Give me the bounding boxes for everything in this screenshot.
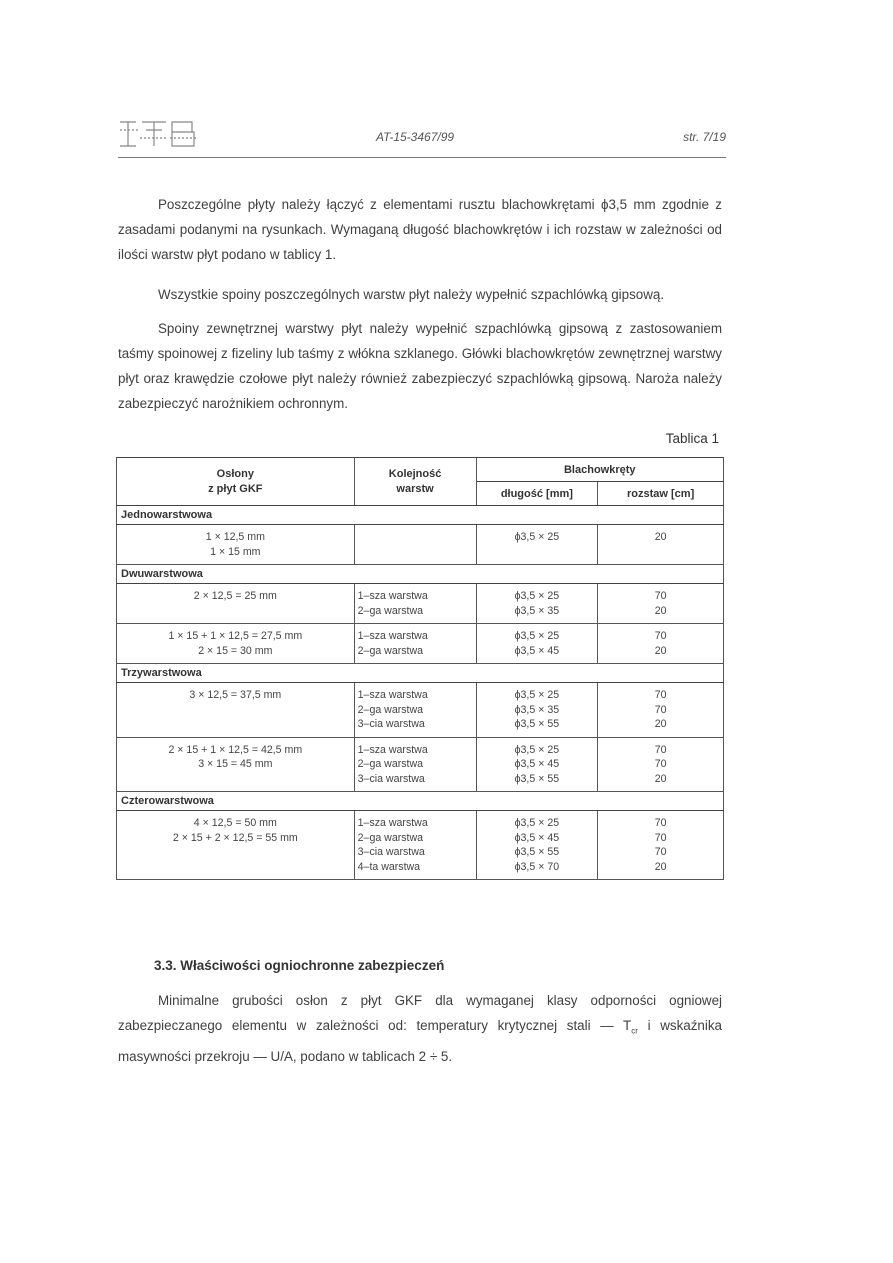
- cell-dlugosc: [476, 811, 598, 880]
- group-name: Trzywarstwowa: [117, 664, 724, 683]
- table-caption: Tablica 1: [665, 431, 719, 446]
- page-header: [118, 116, 726, 160]
- cell-line: ϕ3,5 × 25: [514, 630, 560, 642]
- group-name: Dwuwarstwowa: [117, 565, 724, 584]
- cell-line: ϕ3,5 × 45: [514, 758, 560, 770]
- cell-rozstaw: [598, 525, 724, 565]
- table-row: [117, 683, 724, 738]
- cell-line: ϕ3,5 × 45: [514, 831, 560, 844]
- cell-dlugosc: [476, 737, 598, 792]
- document-code: AT-15-3467/99: [376, 130, 455, 144]
- cell-oslony: [117, 525, 355, 565]
- paragraph-outer-joints: Spoiny zewnętrznej warstwy płyt należy wypełnić szpachlówką gipsową z zastosowaniem taśmy spoinowej z fizeliny lub taśmy z włókna szklanego. Główki blachowkrętów zewnętrznej warstwy płyt oraz krawędzie czołowe płyt należy również zabezpieczyć szpachlówką gipsową. Naroża należy zabezpieczyć narożnikiem ochronnym.: [118, 321, 722, 411]
- cell-rozstaw: [598, 811, 724, 880]
- cell-line: 70: [654, 743, 667, 756]
- cell-line: 2–ga warstwa: [357, 604, 424, 617]
- cell-line: 70: [654, 758, 667, 770]
- cell-line: 20: [654, 604, 667, 617]
- cell-line: 1 × 15 + 1 × 12,5 = 27,5 mm: [168, 630, 303, 642]
- cell-line: 4–ta warstwa: [357, 860, 421, 873]
- header-oslony: Osłony z płyt GKF: [117, 458, 355, 506]
- cell-line: 2–ga warstwa: [357, 703, 424, 716]
- cell-dlugosc: [476, 683, 598, 738]
- subscript-cr: cr: [631, 1026, 638, 1036]
- cell-kolejnosc: [354, 737, 476, 792]
- cell-line: 2 × 15 + 2 × 12,5 = 55 mm: [172, 831, 298, 844]
- cell-dlugosc: [476, 624, 598, 664]
- cell-line: ϕ3,5 × 70: [514, 860, 560, 873]
- cell-line: ϕ3,5 × 55: [514, 772, 560, 785]
- cell-line: ϕ3,5 × 25: [514, 689, 560, 701]
- cell-rozstaw: [598, 624, 724, 664]
- table-body: [117, 506, 724, 880]
- cell-kolejnosc: [354, 584, 476, 624]
- cell-oslony: [117, 811, 355, 880]
- table-row: [117, 811, 724, 880]
- cell-line: 20: [654, 718, 667, 730]
- cell-line: 70: [654, 846, 667, 858]
- cell-line: 3–cia warstwa: [357, 772, 425, 785]
- cell-line: ϕ3,5 × 25: [514, 817, 560, 829]
- cell-line: ϕ3,5 × 55: [514, 846, 560, 858]
- cell-line: 20: [654, 860, 667, 873]
- cell-line: 70: [654, 703, 667, 716]
- screw-table: [116, 457, 724, 880]
- paragraph-fasteners: Poszczególne płyty należy łączyć z elementami rusztu blachowkrętami ϕ3,5 mm zgodnie z zasadami podanymi na rysunkach. Wymaganą długość blachowkrętów i ich rozstaw w zależności od ilości warstw płyt podano w tablicy 1.: [118, 197, 722, 262]
- header-dlugosc: długość [mm]: [476, 482, 598, 506]
- table-group-row: [117, 506, 724, 525]
- cell-line: 70: [654, 817, 667, 829]
- cell-kolejnosc: [354, 811, 476, 880]
- cell-rozstaw: [598, 584, 724, 624]
- cell-line: ϕ3,5 × 35: [514, 703, 560, 716]
- cell-dlugosc: [476, 525, 598, 565]
- cell-line: ϕ3,5 × 35: [514, 604, 560, 617]
- cell-line: 2–ga warstwa: [357, 758, 424, 770]
- group-name: Czterowarstwowa: [117, 792, 724, 811]
- cell-kolejnosc: [354, 683, 476, 738]
- cell-line: 1–sza warstwa: [357, 689, 428, 701]
- cell-line: 3 × 12,5 = 37,5 mm: [189, 689, 282, 701]
- header-rule: [118, 157, 726, 158]
- table-row: [117, 525, 724, 565]
- cell-line: 3–cia warstwa: [357, 718, 425, 730]
- table-row: [117, 737, 724, 792]
- table-row: [117, 624, 724, 664]
- itb-logo: [118, 118, 198, 148]
- cell-oslony: [117, 624, 355, 664]
- cell-line: 1–sza warstwa: [357, 743, 428, 756]
- paragraph-fire-protection: Minimalne grubości osłon z płyt GKF dla wymaganej klasy odporności ogniowej zabezpieczanego elementu w zależności od: temperatury krytycznej stali — $T_{cr}$ i wskaźnika masywności przekroju — U/A, podano w tablicach 2 ÷ 5.: [118, 993, 723, 1064]
- cell-line: 2 × 12,5 = 25 mm: [193, 590, 277, 602]
- cell-line: 2 × 15 = 30 mm: [198, 644, 273, 657]
- section-title: 3.3. Właściwości ogniochronne zabezpieczeń: [154, 958, 445, 973]
- table-group-row: [117, 664, 724, 683]
- cell-line: 20: [654, 531, 667, 543]
- cell-line: 70: [654, 590, 667, 602]
- table-group-row: [117, 565, 724, 584]
- cell-line: 2 × 15 + 1 × 12,5 = 42,5 mm: [168, 743, 303, 756]
- header-rozstaw: rozstaw [cm]: [598, 482, 724, 506]
- cell-line: ϕ3,5 × 25: [514, 531, 560, 543]
- cell-line: 1 × 12,5 mm: [205, 531, 265, 543]
- paragraph-joints: Wszystkie spoiny poszczególnych warstw płyt należy wypełnić szpachlówką gipsową.: [158, 287, 665, 302]
- cell-line: 70: [654, 689, 667, 701]
- cell-oslony: [117, 737, 355, 792]
- cell-line: 3–cia warstwa: [357, 846, 425, 858]
- cell-line: ϕ3,5 × 25: [514, 743, 560, 756]
- cell-line: 1 × 15 mm: [210, 545, 261, 558]
- header-kolejnosc: Kolejność warstw: [354, 458, 476, 506]
- table-row: [117, 584, 724, 624]
- cell-kolejnosc: [354, 525, 476, 565]
- cell-line: 2–ga warstwa: [357, 644, 424, 657]
- cell-kolejnosc: [354, 624, 476, 664]
- cell-line: 2–ga warstwa: [357, 831, 424, 844]
- cell-line: 70: [654, 831, 667, 844]
- cell-line: 1–sza warstwa: [357, 817, 428, 829]
- cell-line: ϕ3,5 × 55: [514, 718, 560, 730]
- cell-line: ϕ3,5 × 45: [514, 644, 560, 657]
- cell-line: 4 × 12,5 = 50 mm: [193, 817, 277, 829]
- group-name: Jednowarstwowa: [117, 506, 724, 525]
- cell-line: 70: [654, 630, 667, 642]
- page-number: str. 7/19: [683, 130, 726, 144]
- cell-line: ϕ3,5 × 25: [514, 590, 560, 602]
- table-group-row: [117, 792, 724, 811]
- cell-line: 20: [654, 644, 667, 657]
- cell-rozstaw: [598, 737, 724, 792]
- cell-line: 1–sza warstwa: [357, 590, 428, 602]
- header-blachowkrety: Blachowkręty: [476, 458, 724, 482]
- cell-dlugosc: [476, 584, 598, 624]
- cell-line: 20: [654, 772, 667, 785]
- cell-oslony: [117, 683, 355, 738]
- cell-line: 1–sza warstwa: [357, 630, 428, 642]
- cell-line: 3 × 15 = 45 mm: [198, 758, 273, 770]
- cell-rozstaw: [598, 683, 724, 738]
- cell-oslony: [117, 584, 355, 624]
